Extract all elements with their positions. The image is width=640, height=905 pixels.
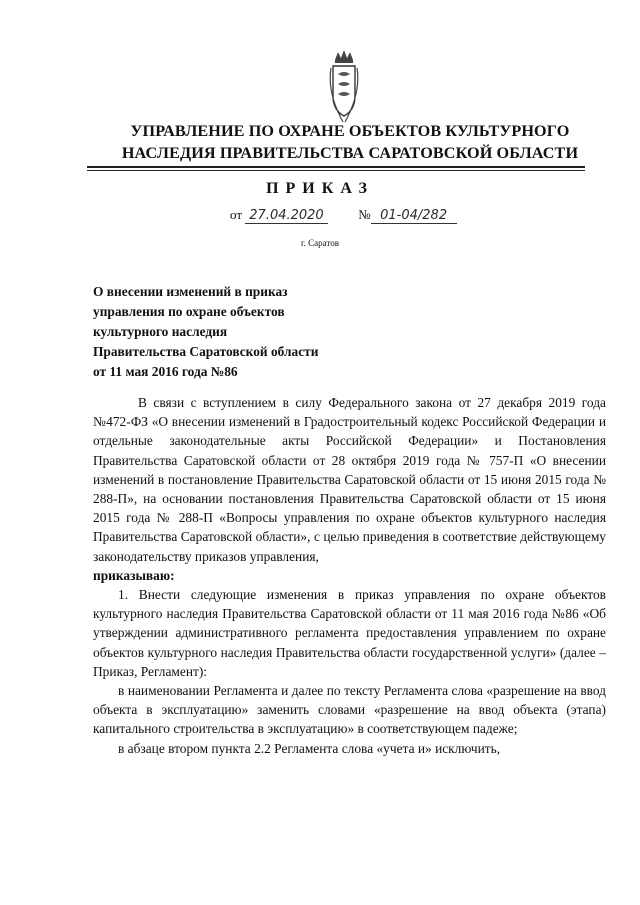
date-number-line — [230, 207, 457, 224]
preamble-paragraph: В связи с вступлением в силу Федерального закона от 27 декабря 2019 года №472-ФЗ «О внесении изменений в Градостроительный кодекс Российской Федерации и отдельные законодательные акты Российской Федерации» и Постановления Правительства Саратовской области от 28 октября 2019 года № 757-П «О внесении изменений в постановление Правительства Саратовской области от 15 июня 2015 года № 288-П», на основании постановления Правительства Саратовской области от 15 июня 2015 года № 288-П «Вопросы управления по охране объектов культурного наследия Правительства Саратовской области», с целью приведения в соответствие действующему законодательству приказов управления, — [93, 395, 606, 564]
date-prefix: от — [230, 207, 243, 222]
subject-line: Правительства Саратовской области — [93, 344, 319, 359]
item-1-paragraph: 1. Внести следующие изменения в приказ управления по охране объектов культурного наследия Правительства Саратовской области от 11 мая 2016 года №86 «Об утверждении административного регламента предоставления управлением по охране объектов культурного наследия Правительства области государственной услуги» (далее – Приказ, Регламент): — [93, 587, 606, 679]
handwritten-number: 01-04/282 — [371, 208, 457, 224]
document-type-heading: ПРИКАЗ — [266, 180, 374, 197]
item-1b-paragraph: в абзаце втором пункта 2.2 Регламента слова «учета и» исключить, — [118, 740, 501, 756]
header-divider-thin — [87, 170, 585, 171]
subject-line: О внесении изменений в приказ — [93, 284, 288, 299]
number-prefix: № — [358, 207, 371, 222]
coat-of-arms-emblem — [327, 48, 361, 128]
item-1a-paragraph: в наименовании Регламента и далее по тексту Регламента слова «разрешение на ввод объекта в эксплуатацию» заменить словами «разрешение на ввод объекта (этапа) капитального строительства в эксплуатацию» в соответствующем падеже; — [93, 683, 606, 737]
organization-title-line-2: НАСЛЕДИЯ ПРАВИТЕЛЬСТВА САРАТОВСКОЙ ОБЛАСТИ — [121, 144, 579, 162]
subject-line: управления по охране объектов — [93, 304, 285, 319]
handwritten-date: 27.04.2020 — [245, 208, 327, 224]
city-label: г. Саратов — [301, 238, 339, 248]
organization-title-line-1: УПРАВЛЕНИЕ ПО ОХРАНЕ ОБЪЕКТОВ КУЛЬТУРНОГО — [130, 122, 570, 140]
document-body — [93, 393, 606, 758]
organization-title — [60, 120, 640, 164]
subject-line: от 11 мая 2016 года №86 — [93, 364, 238, 379]
subject-line: культурного наследия — [93, 324, 228, 339]
header-divider-thick — [87, 166, 585, 168]
order-subject — [93, 282, 423, 382]
order-word: приказываю: — [93, 567, 175, 583]
